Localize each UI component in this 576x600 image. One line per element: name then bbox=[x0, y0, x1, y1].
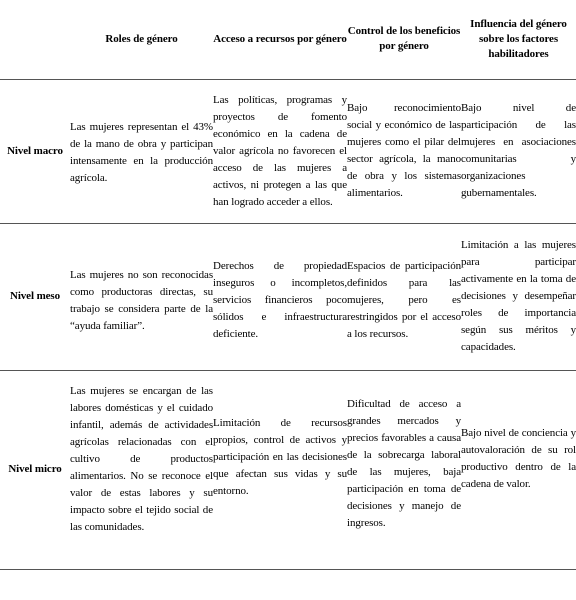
cell-access-text: Derechos de propiedad inseguros o incompletos, servicios financieros poco sólidos e infraestructura deficiente. bbox=[213, 260, 347, 340]
header-influence: Influencia del género sobre los factores habilitadores bbox=[470, 17, 567, 60]
cell-control-text: Espacios de participación definidos para las mujeres, pero es restringidos por el acceso a los recursos. bbox=[347, 260, 461, 340]
cell-access bbox=[213, 370, 347, 569]
cell-influence bbox=[461, 79, 576, 223]
cell-control bbox=[347, 79, 461, 223]
cell-roles bbox=[70, 79, 213, 223]
header-access: Acceso a recursos por género bbox=[213, 32, 347, 45]
table-row-micro bbox=[0, 370, 576, 569]
cell-influence-text: Bajo nivel de participación de las mujeres en asociaciones comunitarias y organizaciones gubernamentales. bbox=[461, 102, 576, 199]
header-roles: Roles de género bbox=[105, 32, 178, 45]
table-row-meso bbox=[0, 223, 576, 370]
cell-influence-text: Limitación a las mujeres para participar activamente en la toma de decisiones y desempeñar roles de importancia según sus méritos y capacidades. bbox=[461, 239, 576, 353]
cell-access bbox=[213, 223, 347, 370]
cell-access-text: Limitación de recursos propios, control de activos y participación en las decisiones que afectan sus vidas y su entorno. bbox=[213, 417, 347, 497]
row-level-label: Nivel meso bbox=[9, 290, 60, 302]
header-control: Control de los beneficios por género bbox=[347, 25, 461, 53]
cell-influence bbox=[461, 370, 576, 569]
cell-roles-text: Las mujeres representan el 43% de la mano de obra y participan intensamente en la producción agrícola. bbox=[70, 121, 213, 184]
cell-control bbox=[347, 223, 461, 370]
cell-roles-text: Las mujeres se encargan de las labores domésticas y el cuidado infantil, además de actividades agrícolas relacionadas con el cultivo de productos alimentarios. No se reconoce el valor de estas labores y su impacto sobre el tejido social de las comunidades. bbox=[70, 385, 213, 533]
row-level-label: Nivel macro bbox=[7, 144, 63, 157]
cell-roles bbox=[70, 370, 213, 569]
cell-control bbox=[347, 370, 461, 569]
cell-access bbox=[213, 79, 347, 223]
table-header-row bbox=[0, 0, 576, 79]
cell-roles bbox=[70, 223, 213, 370]
cell-influence-text: Bajo nivel de conciencia y autovaloración de su rol productivo dentro de la cadena de valor. bbox=[461, 426, 576, 490]
row-level-label: Nivel micro bbox=[8, 463, 62, 475]
cell-roles-text: Las mujeres no son reconocidas como productoras directas, su trabajo se considera parte de la “ayuda familiar”. bbox=[70, 268, 213, 332]
cell-control-text: Dificultad de acceso a grandes mercados y precios favorables a causa de la sobrecarga laboral de las mujeres, baja participación en toma de decisiones y manejo de ingresos. bbox=[347, 397, 461, 529]
header-level bbox=[0, 0, 70, 79]
cell-control-text: Bajo reconocimiento social y económico de las mujeres como el pilar del sector agrícola, la mano de obra y los sistemas alimentarios. bbox=[347, 102, 461, 199]
cell-influence bbox=[461, 223, 576, 370]
cell-access-text: Las políticas, programas y proyectos de fomento económico en la cadena de valor agrícola no favorecen el acceso de las mujeres a activos, ni protegen a las que han logrado acceder a ellos. bbox=[213, 93, 347, 208]
table-row-macro bbox=[0, 79, 576, 223]
